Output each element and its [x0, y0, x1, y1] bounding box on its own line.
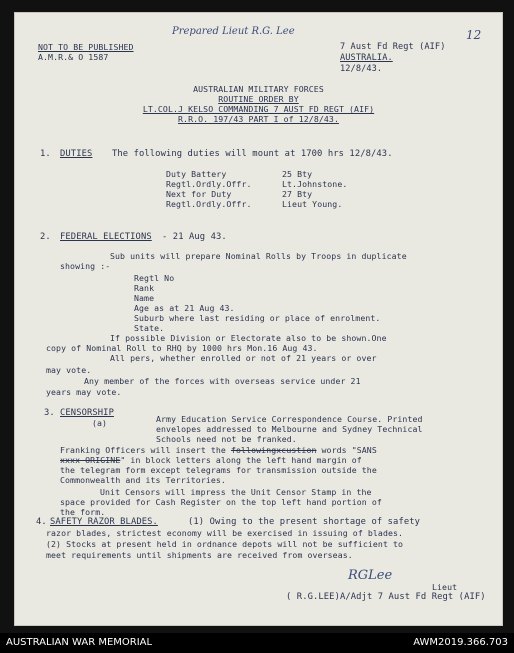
razor-line2: razor blades, strictest economy will be exercised in issuing of blades. — [46, 528, 404, 538]
header-date: 12/8/43. — [340, 64, 383, 74]
header-not-published: NOT TO BE PUBLISHED — [38, 42, 134, 52]
elections-line-1: Sub units will prepare Nominal Rolls by Troops in duplicate — [110, 251, 407, 261]
censorship-b-line3: the telegram form except telegrams for transmission outside the — [60, 465, 377, 475]
elections-item: State. — [134, 323, 165, 333]
censorship-a-line3: Schools need not be franked. — [156, 434, 297, 444]
censorship-a-line1: Army Education Service Correspondence Course. Printed — [156, 414, 423, 424]
elections-item: Age as at 21 Aug 43. — [134, 303, 235, 313]
signature-handwritten: RGLee — [348, 568, 393, 583]
censorship-b-line1-start: Franking Officers will insert the — [60, 445, 226, 455]
duty-role: Duty Battery — [166, 169, 227, 179]
footer-accession-number: AWM2019.366.703 — [413, 637, 508, 648]
elections-para1-line2: copy of Nominal Roll to RHQ by 1000 hrs Mon.16 Aug 43. — [46, 343, 318, 353]
elections-date: - 21 Aug 43. — [162, 232, 227, 242]
signature-rank: Lieut — [432, 582, 458, 592]
duty-role: Regtl.Ordly.Offr. — [166, 199, 252, 209]
footer-institution: AUSTRALIAN WAR MEMORIAL — [6, 637, 153, 648]
elections-para2-line2: years may vote. — [46, 387, 122, 397]
razor-line1: (1) Owing to the present shortage of safety — [188, 517, 421, 527]
censorship-b-line2-end: " in block letters along the left hand margin of — [120, 455, 362, 465]
razor-number: 4. — [36, 517, 47, 527]
title-line-4: R.R.O. 197/43 PART I of 12/8/43. — [178, 114, 339, 124]
duty-value: 27 Bty — [282, 189, 313, 199]
header-handwritten-note: Prepared Lieut R.G. Lee — [172, 26, 295, 37]
duty-value: Lieut Young. — [282, 199, 343, 209]
elections-number: 2. — [40, 232, 51, 242]
elections-item: Suburb where last residing or place of enrolment. — [134, 313, 381, 323]
elections-item: Regtl No — [134, 273, 175, 283]
censorship-b-struck-text: followingxcustion — [231, 445, 317, 455]
elections-line-2: showing :- — [60, 261, 111, 271]
censorship-b-line1-end: words "SANS — [321, 445, 377, 455]
razor-heading: SAFETY RAZOR BLADES. — [50, 517, 158, 527]
duty-role: Regtl.Ordly.Offr. — [166, 179, 252, 189]
document-page — [14, 12, 503, 626]
duty-role: Next for Duty — [166, 189, 232, 199]
header-country: AUSTRALIA. — [340, 53, 393, 63]
duty-value: 25 Bty — [282, 169, 313, 179]
censorship-c-line3: the form. — [60, 507, 106, 517]
censorship-a-line2: envelopes addressed to Melbourne and Sydney Technical — [156, 424, 423, 434]
censorship-c-line1: Unit Censors will impress the Unit Censor Stamp in the — [100, 487, 372, 497]
censorship-b-struck-prefix: xxxx ORIGINE — [60, 455, 121, 465]
elections-para1-line3: All pers, whether enrolled or not of 21 years or over — [110, 353, 377, 363]
censorship-b-line1 — [60, 445, 377, 455]
elections-para1-line4: may vote. — [46, 365, 92, 375]
censorship-number: 3. — [44, 408, 55, 418]
header-amr-reference: A.M.R.& O 1587 — [38, 52, 109, 62]
duties-heading: DUTIES — [60, 149, 93, 159]
margin-page-number: 12 — [466, 28, 482, 42]
censorship-b-line2 — [60, 455, 362, 465]
title-line-1: AUSTRALIAN MILITARY FORCES — [193, 84, 324, 94]
title-line-2: ROUTINE ORDER BY — [218, 94, 299, 104]
elections-para1-line1: If possible Division or Electorate also to be shown.One — [110, 333, 387, 343]
duty-value: Lt.Johnstone. — [282, 179, 348, 189]
duties-intro: The following duties will mount at 1700 hrs 12/8/43. — [112, 149, 393, 159]
header-unit: 7 Aust Fd Regt (AIF) — [340, 42, 446, 52]
signature-block: ( R.G.LEE)A/Adjt 7 Aust Fd Regt (AIF) — [286, 592, 486, 602]
razor-line4: meet requirements until shipments are received from overseas. — [46, 550, 353, 560]
elections-para2-line1: Any member of the forces with overseas service under 21 — [84, 376, 361, 386]
archive-footer-bar — [0, 633, 514, 653]
censorship-heading: CENSORSHIP — [60, 408, 114, 418]
elections-item: Name — [134, 293, 155, 303]
elections-heading: FEDERAL ELECTIONS — [60, 232, 152, 242]
censorship-sub-a: (a) — [92, 418, 108, 428]
censorship-b-line4: Commonwealth and its Territories. — [60, 475, 226, 485]
duties-number: 1. — [40, 149, 51, 159]
title-line-3: LT.COL.J KELSO COMMANDING 7 AUST FD REGT (AIF) — [142, 104, 375, 114]
censorship-c-line2: space provided for Cash Register on the top left hand portion of — [60, 497, 382, 507]
razor-line3: (2) Stocks at present held in ordnance depots will not be sufficient to — [46, 539, 404, 549]
elections-item: Rank — [134, 283, 155, 293]
